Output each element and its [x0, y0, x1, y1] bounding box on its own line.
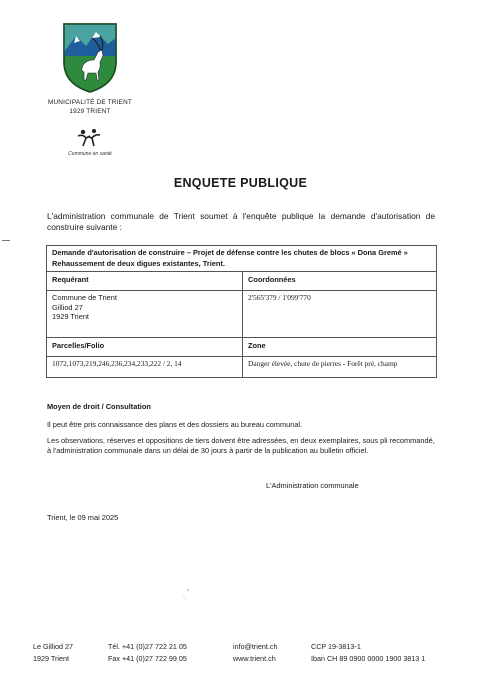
- sante-caption: Commune en santé: [68, 151, 112, 157]
- footer-ccp: CCP 19-3813-1: [311, 642, 361, 651]
- footer-address-line: 1929 Trient: [33, 654, 69, 663]
- requerant-label: Requérant: [47, 272, 243, 291]
- footer-email: info@trient.ch: [233, 642, 278, 651]
- consultation-paragraph-2: Les observations, réserves et oppositions de tiers doivent être adressées, en deux exemplaires, sous pli recommandé, à l'administration communale dans un délai de 30 jours à partir de la publication au bulletin officiel.: [47, 436, 435, 455]
- table-heading: Demande d'autorisation de construire – Projet de défense contre les chutes de blocs « Dona Gremé » Rehaussement de deux digues existantes, Trient.: [47, 246, 437, 272]
- footer-tel: Tél. +41 (0)27 722 21 05: [108, 642, 187, 651]
- footer-bank: [311, 641, 425, 665]
- municipality-name: MUNICIPALITÉ DE TRIENT: [47, 99, 133, 106]
- footer-fax: Fax +41 (0)27 722 99 05: [108, 654, 187, 663]
- parcelles-value: 1072,1073,219,246,236,234,233,222 / 2, 14: [47, 357, 243, 378]
- coordonnees-label: Coordonnées: [243, 272, 437, 291]
- zone-value: Danger élevée, chute de pierres - Forêt pré, champ: [243, 357, 437, 378]
- parcelles-label: Parcelles/Folio: [47, 338, 243, 357]
- zone-label: Zone: [243, 338, 437, 357]
- page-title: ENQUETE PUBLIQUE: [173, 176, 308, 190]
- requerant-value: [47, 291, 243, 338]
- coordonnees-value: 2'565'379 / 1'099'770: [243, 291, 437, 338]
- consultation-heading: Moyen de droit / Consultation: [47, 402, 151, 411]
- intro-paragraph: L'administration communale de Trient soumet à l'enquête publique la demande d'autorisation de construire suivante :: [47, 211, 435, 232]
- municipality-block: [30, 98, 150, 116]
- requerant-line: Gilliod 27: [52, 302, 83, 312]
- municipality-postcode: 1929 TRIENT: [69, 108, 111, 115]
- project-info-table: [46, 245, 437, 378]
- date-line: Trient, le 09 mai 2025: [47, 513, 119, 522]
- footer-web: www.trient.ch: [233, 654, 276, 663]
- signature: L'Administration communale: [266, 481, 359, 490]
- scan-speck: [180, 588, 192, 602]
- requerant-line: Commune de Trient: [52, 293, 117, 302]
- footer-contact: [233, 641, 277, 665]
- ibex-crest-icon: [62, 22, 118, 94]
- footer-address: [33, 641, 73, 665]
- requerant-line: 1929 Trient: [52, 312, 89, 321]
- footer-phone: [108, 641, 187, 665]
- commune-en-sante-logo-icon: [74, 128, 104, 148]
- footer-iban: Iban CH 89 0900 0000 1900 3813 1: [311, 654, 426, 663]
- footer-address-line: Le Gilliod 27: [33, 642, 73, 651]
- consultation-paragraph-1: Il peut être pris connaissance des plans et des dossiers au bureau communal.: [47, 420, 303, 429]
- margin-mark: [2, 240, 10, 241]
